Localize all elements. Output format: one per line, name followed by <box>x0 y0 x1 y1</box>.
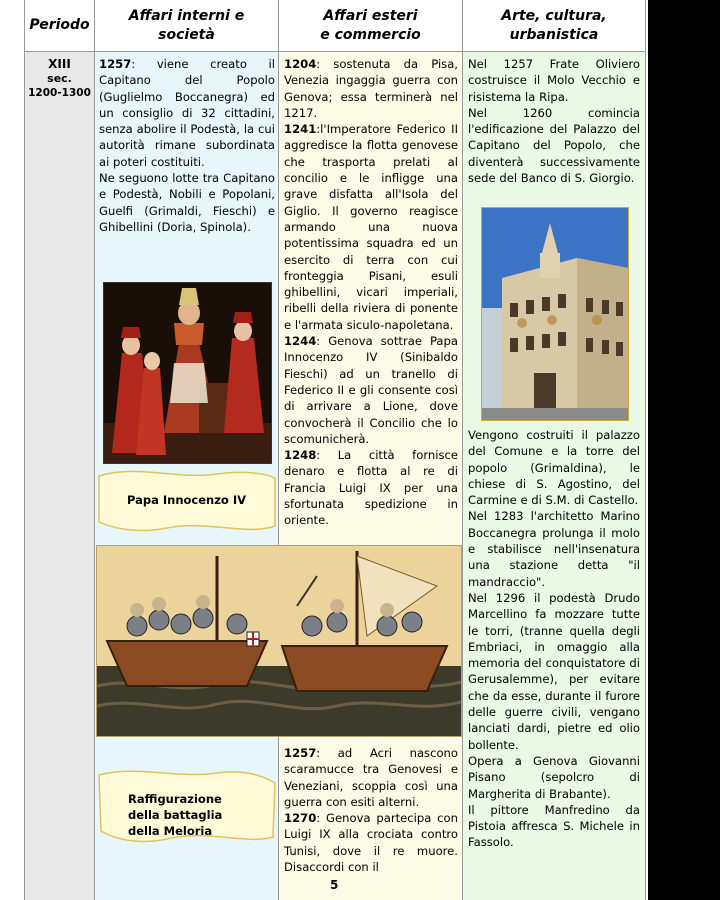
papa-painting-svg <box>104 283 271 463</box>
esteri-text-bottom <box>284 745 458 875</box>
esteri-1244-text: : Genova sottrae Papa Innocenzo IV (Sinibaldo Fieschi) ad un tranello di Federico II e gli consente così di arrivare a Lione, dove convocherà il Concilio che lo scomunicherà. <box>284 334 458 446</box>
esteri-entry-1248 <box>284 447 458 528</box>
period-label <box>25 57 94 100</box>
arte-paragraph-manfredino: Il pittore Manfredino da Pistoia affresca S. Michele in Fassolo. <box>468 802 640 850</box>
meloria-caption-banner <box>97 767 277 847</box>
esteri-year-1270: 1270 <box>284 811 317 826</box>
header-periodo <box>24 0 95 52</box>
header-affari-interni <box>95 0 279 52</box>
arte-paragraph-1283: Nel 1283 l'architetto Marino Boccanegra prolunga il molo e stabilisce nell'insenatura una stazione detta "il mandraccio". <box>468 509 640 589</box>
page-number: 5 <box>330 878 339 892</box>
esteri-entry-1257 <box>284 745 458 810</box>
header-arte-line1: Arte, cultura, <box>501 7 607 24</box>
esteri-1241-text: :l'Imperatore Federico II aggredisce la flotta genovese che trasporta prelati al concilio e le infligge una grave disfatta all'Isola del Giglio. Il governo reagisce armando una nuova potentissima squadra ed un esercito di terra con cui fronteggia Pisani, esuli ghibellini, vicari imperiali, ribelli della riviera di ponente e l'armata siculo-napoletana. <box>284 122 458 332</box>
header-arte-line2: urbanistica <box>509 26 599 43</box>
papa-caption: Papa Innocenzo IV <box>127 493 247 507</box>
meloria-caption-line1: Raffigurazione <box>128 792 222 806</box>
arte-paragraph-1296: Nel 1296 il podestà Drudo Marcellino fa mozzare tutte le torri, (tranne quella degli Embriaci, in omaggio alla memoria del conquistatore di Gerusalemme), per evitare che da esse, durante il furore delle guerre civili, vengano lanciati dardi, pietre ed olio bollente. <box>468 590 640 752</box>
meloria-caption <box>128 791 268 839</box>
esteri-entry-1270 <box>284 810 458 875</box>
meloria-caption-line3: della Meloria <box>128 824 213 838</box>
arte-paragraph-1257: Nel 1257 Frate Oliviero costruisce il Molo Vecchio e risistema la Ripa. <box>468 57 640 104</box>
esteri-year-1248: 1248 <box>284 448 317 463</box>
header-affari-interni-line1: Affari interni e <box>128 7 245 24</box>
esteri-year-1241: 1241 <box>284 122 317 137</box>
arte-text-bottom <box>468 427 640 851</box>
esteri-text-top <box>284 56 458 529</box>
esteri-1204-text: : sostenuta da Pisa, Venezia ingaggia guerra con Genova; essa terminerà nel 1217. <box>284 57 458 120</box>
esteri-1248-text: : La città fornisce denaro e flotta al re di Francia Luigi IX per una sfortunata spedizione in oriente. <box>284 448 458 528</box>
header-affari-interni-line2: società <box>158 26 215 43</box>
interni-paragraph-1 <box>99 56 275 170</box>
meloria-painting-svg <box>97 546 461 736</box>
header-affari-esteri <box>279 0 463 52</box>
period-century: XIII <box>48 57 71 71</box>
header-arte-cultura <box>463 0 646 52</box>
period-sec: sec. <box>47 72 72 85</box>
esteri-year-1244: 1244 <box>284 334 317 349</box>
esteri-1270-text: : Genova partecipa con Luigi IX alla crociata contro Tunisi, dove il re muore. Disaccordi con il <box>284 811 458 875</box>
arte-paragraph-pisano: Opera a Genova Giovanni Pisano (sepolcro di Margherita di Brabante). <box>468 753 640 801</box>
palazzo-photo-svg <box>482 208 628 420</box>
interni-paragraph-2: Ne seguono lotte tra Capitano e Podestà, Nobili e Popolani, Guelfi (Grimaldi, Fieschi) e Ghibellini (Doria, Spinola). <box>99 171 275 234</box>
meloria-caption-line2: della battaglia <box>128 808 223 822</box>
arte-text-top <box>468 56 640 186</box>
esteri-entry-1241 <box>284 121 458 333</box>
period-years: 1200-1300 <box>28 87 91 99</box>
interni-1257-text: : viene creato il Capitano del Popolo (Guglielmo Boccanegra) ed un consiglio di 32 cittadini, senza abolire il Podestà, la cui autorità rimane subordinata ai poteri costituiti. <box>99 57 275 169</box>
arte-paragraph-1260: Nel 1260 comincia l'edificazione del Palazzo del Capitano del Popolo, che diventerà successivamente sede del Banco di S. Giorgio. <box>468 105 640 186</box>
papa-caption-banner <box>97 466 277 536</box>
arte-paragraph-palazzo-comune: Vengono costruiti il palazzo del Comune e la torre del popolo (Grimaldina), le chiese di S. Agostino, del Carmine e di S.M. di Castello. <box>468 428 640 508</box>
meloria-battle-painting <box>96 545 462 737</box>
column-periodo <box>24 52 95 900</box>
header-affari-esteri-line1: Affari esteri <box>323 7 418 24</box>
esteri-entry-1244 <box>284 333 458 447</box>
header-periodo-label: Periodo <box>29 17 90 33</box>
palazzo-san-giorgio-photo <box>481 207 629 421</box>
esteri-year-1257: 1257 <box>284 746 317 760</box>
esteri-year-1204: 1204 <box>284 57 317 71</box>
esteri-entry-1204 <box>284 56 458 121</box>
esteri-1257-text: : ad Acri nascono scaramucce tra Genovesi e Veneziani, scoppia così una guerra con esiti alterni. <box>284 746 458 809</box>
interni-year-1257: 1257 <box>99 57 132 71</box>
header-affari-esteri-line2: e commercio <box>320 26 421 43</box>
papa-innocenzo-painting <box>103 282 272 464</box>
interni-text <box>99 56 275 235</box>
